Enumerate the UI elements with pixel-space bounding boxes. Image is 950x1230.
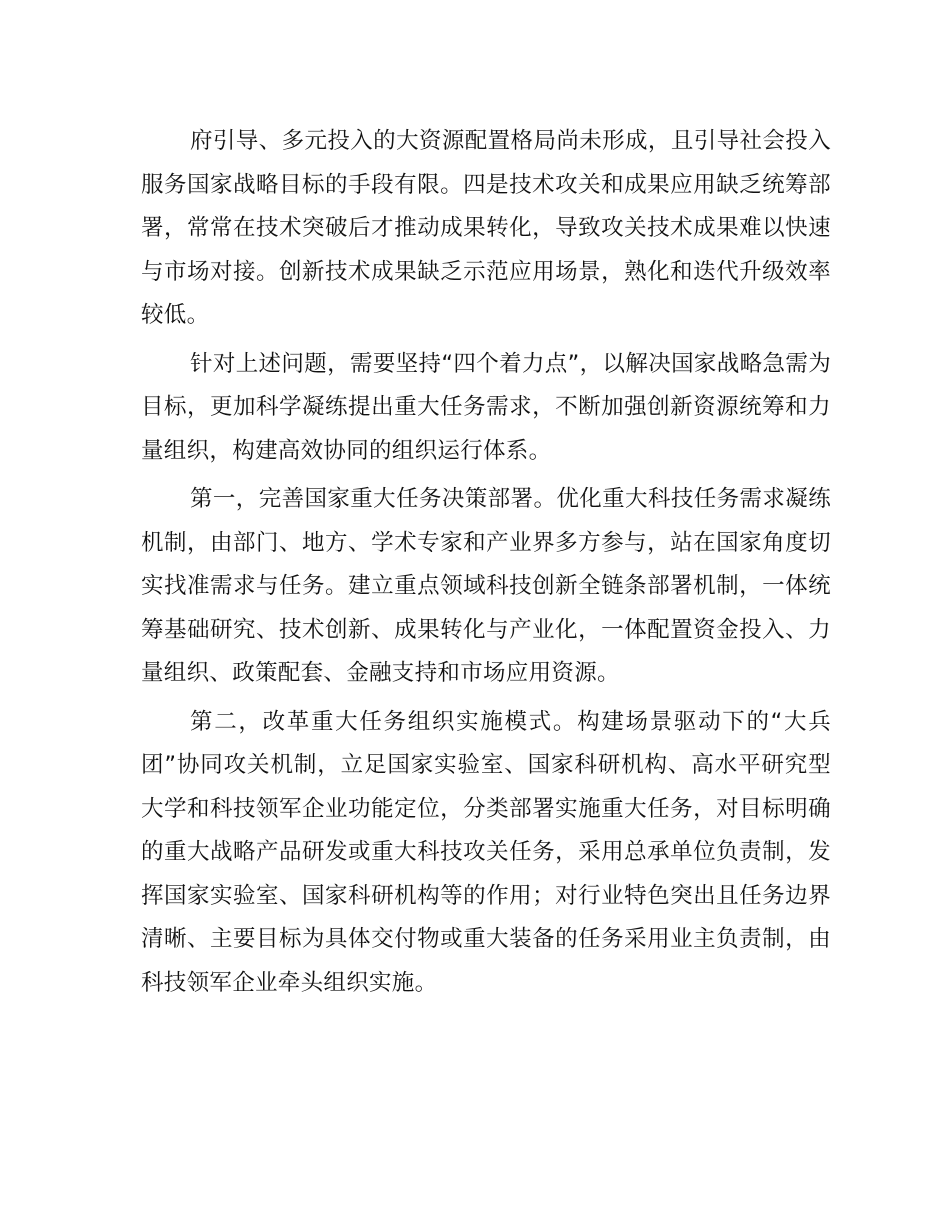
- paragraph-four-focus-points: 针对上述问题，需要坚持“四个着力点”，以解决国家战略急需为目标，更加科学凝练提出重大任务需求，不断加强创新资源统筹和力量组织，构建高效协同的组织运行体系。: [141, 350, 831, 464]
- paragraph-continuation: 府引导、多元投入的大资源配置格局尚未形成，且引导社会投入服务国家战略目标的手段有限。四是技术攻关和成果应用缺乏统筹部署，常常在技术突破后才推动成果转化，导致攻关技术成果难以快速与市场对接。创新技术成果缺乏示范应用场景，熟化和迭代升级效率较低。: [141, 128, 831, 328]
- paragraph-second-measure: 第二，改革重大任务组织实施模式。构建场景驱动下的“大兵团”协同攻关机制，立足国家实验室、国家科研机构、高水平研究型大学和科技领军企业功能定位，分类部署实施重大任务，对目标明确的重大战略产品研发或重大科技攻关任务，采用总承单位负责制，发挥国家实验室、国家科研机构等的作用；对行业特色突出且任务边界清晰、主要目标为具体交付物或重大装备的任务采用业主负责制，由科技领军企业牵头组织实施。: [141, 708, 831, 996]
- document-page: [141, 120, 831, 1010]
- paragraph-first-measure: 第一，完善国家重大任务决策部署。优化重大科技任务需求凝练机制，由部门、地方、学术专家和产业界多方参与，站在国家角度切实找准需求与任务。建立重点领域科技创新全链条部署机制，一体统筹基础研究、技术创新、成果转化与产业化，一体配置资金投入、力量组织、政策配套、金融支持和市场应用资源。: [141, 486, 831, 686]
